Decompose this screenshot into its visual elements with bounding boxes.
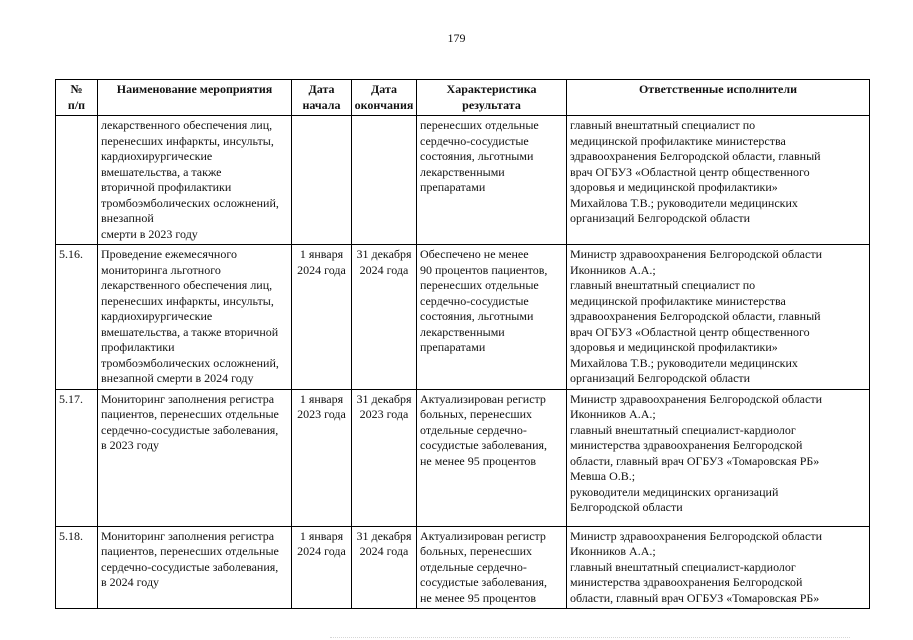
row-name: Проведение ежемесячного мониторинга льготного лекарственного обеспечения лиц, перенесших инфаркты, инсульты, кардиохирургические вмешательства, а также вторичной профилактики тромбоэмболических осложнений, внезапной смерти в 2024 году	[98, 245, 292, 390]
header-name: Наименование мероприятия	[98, 80, 292, 116]
row-end	[352, 116, 417, 245]
header-result: Характеристика результата	[417, 80, 567, 116]
row-name: Мониторинг заполнения регистра пациентов, перенесших отдельные сердечно-сосудистые заболевания, в 2024 году	[98, 526, 292, 609]
row-end: 31 декабря 2023 года	[352, 389, 417, 526]
row-number: 5.17.	[56, 389, 98, 526]
row-number: 5.16.	[56, 245, 98, 390]
row-result: Актуализирован регистр больных, перенесших отдельные сердечно- сосудистые заболевания, не менее 95 процентов	[417, 526, 567, 609]
row-name: Мониторинг заполнения регистра пациентов, перенесших отдельные сердечно-сосудистые заболевания, в 2023 году	[98, 389, 292, 526]
header-start: Дата начала	[292, 80, 352, 116]
page-number: 179	[447, 31, 466, 45]
row-start: 1 января 2024 года	[292, 526, 352, 609]
row-start: 1 января 2024 года	[292, 245, 352, 390]
row-responsible: Министр здравоохранения Белгородской области Иконников А.А.; главный внештатный специалист по медицинской профилактике министерства здравоохранения Белгородской области, главный врач ОГБУЗ «Областной центр общественного здоровья и медицинской профилактики» Михайлова Т.В.; руководители медицинских организаций Белгородской области	[567, 245, 870, 390]
row-start	[292, 116, 352, 245]
header-end: Дата окончания	[352, 80, 417, 116]
row-start: 1 января 2023 года	[292, 389, 352, 526]
measures-table	[55, 79, 870, 609]
scan-noise	[330, 623, 850, 638]
row-responsible: Министр здравоохранения Белгородской области Иконников А.А.; главный внештатный специалист-кардиолог министерства здравоохранения Белгородской области, главный врач ОГБУЗ «Томаровская РБ» Мевша О.В.; руководители медицинских организаций Белгородской области	[567, 389, 870, 526]
row-responsible: Министр здравоохранения Белгородской области Иконников А.А.; главный внештатный специалист-кардиолог министерства здравоохранения Белгородской области, главный врач ОГБУЗ «Томаровская РБ»	[567, 526, 870, 609]
header-num: № п/п	[56, 80, 98, 116]
row-number	[56, 116, 98, 245]
row-end: 31 декабря 2024 года	[352, 526, 417, 609]
row-number: 5.18.	[56, 526, 98, 609]
row-end: 31 декабря 2024 года	[352, 245, 417, 390]
row-result: Обеспечено не менее 90 процентов пациентов, перенесших отдельные сердечно-сосудистые состояния, льготными лекарственными препаратами	[417, 245, 567, 390]
row-result: Актуализирован регистр больных, перенесших отдельные сердечно- сосудистые заболевания, не менее 95 процентов	[417, 389, 567, 526]
table-row	[56, 526, 870, 609]
table-row	[56, 389, 870, 526]
row-responsible: главный внештатный специалист по медицинской профилактике министерства здравоохранения Белгородской области, главный врач ОГБУЗ «Областной центр общественного здоровья и медицинской профилактики» Михайлова Т.В.; руководители медицинских организаций Белгородской области	[567, 116, 870, 245]
table-row	[56, 116, 870, 245]
table-header-row	[56, 80, 870, 116]
row-name: лекарственного обеспечения лиц, перенесших инфаркты, инсульты, кардиохирургические вмешательства, а также вторичной профилактики тромбоэмболических осложнений, внезапной смерти в 2023 году	[98, 116, 292, 245]
table-row	[56, 245, 870, 390]
row-result: перенесших отдельные сердечно-сосудистые состояния, льготными лекарственными препаратами	[417, 116, 567, 245]
header-responsible: Ответственные исполнители	[567, 80, 870, 116]
